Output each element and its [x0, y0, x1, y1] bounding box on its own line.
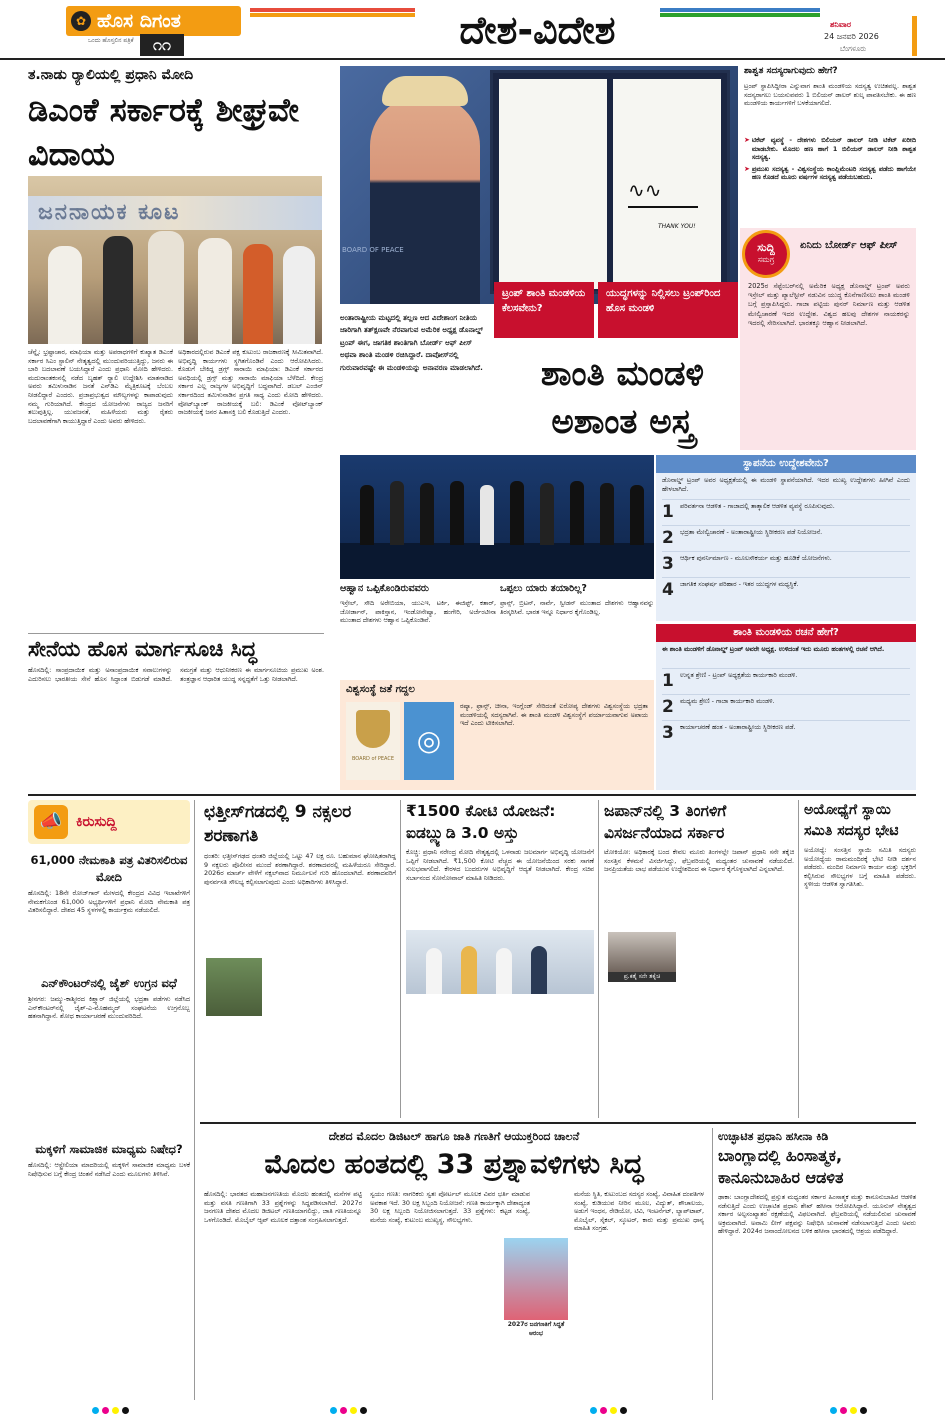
naxal-body: ಧಂತರಿ: ಛತ್ತೀಸ್‌ಗಢದ ಧಂತರಿ ಜಿಲ್ಲೆಯಲ್ಲಿ ಒಟ್ಟು 47 ಲಕ್ಷ ರೂ. ಬಹುಮಾನ ಘೋಷಿತರಾಗಿದ್ದ 9 ನಕ್ಸಲರು ಪೊಲೀಸರ ಮುಂದೆ ಶರಣಾಗಿದ್ದಾರೆ. ಶರಣಾದವರಲ್ಲಿ ಮಹಿಳೆಯರೂ ಸೇರಿದ್ದಾರೆ. 2026ರ ಮಾರ್ಚ್ ವೇಳೆಗೆ ನಕ್ಸಲ್‌ವಾದ ನಿರ್ಮೂಲನೆ ಗುರಿ ಹೊಂದಲಾಗಿದೆ. ಶರಣಾದವರಿಗೆ ಪುನರ್ವಸತಿ ಸೌಲಭ್ಯ ಕಲ್ಪಿಸಲಾಗುವುದು ಎಂದು ಅಧಿಕಾರಿಗಳು ತಿಳಿಸಿದ್ದಾರೆ.	[204, 852, 396, 886]
un-title: ವಿಶ್ವಸಂಸ್ಥೆ ಜತೆ ಗದ್ದಲ	[346, 684, 415, 695]
census-photo[interactable]: 2027ರ ಜನಗಣತಿಗೆ ಸಿದ್ಧತೆ ಆರಂಭ	[504, 1238, 568, 1338]
un-box	[340, 680, 654, 790]
issue-day: ಶನಿವಾರ	[830, 20, 852, 29]
lotus-icon: ✿	[71, 11, 91, 31]
invite-accepted-title: ಆಹ್ವಾನ ಒಪ್ಪಿಕೊಂಡಿರುವವರು	[340, 583, 429, 594]
rally-banner: ಜನನಾಯಕ ಕೂಟ	[28, 196, 322, 230]
purpose-list	[656, 499, 916, 600]
census-headline: ಮೊದಲ ಹಂತದಲ್ಲಿ 33 ಪ್ರಶ್ನಾವಳಿಗಳು ಸಿದ್ಧ	[264, 1149, 644, 1180]
issue-city: ಬೆಂಗಳೂರು	[840, 45, 867, 53]
kiru-headline3: ಮಕ್ಕಳಿಗೆ ಸಾಮಾಜಿಕ ಮಾಧ್ಯಮ ನಿಷೇಧ?	[35, 1142, 183, 1156]
bangla-headline: ಬಾಂಗ್ಲಾದಲ್ಲಿ ಹಿಂಸಾತ್ಮಕ, ಕಾನೂನುಬಾಹಿರ ಆಡಳಿತ	[718, 1146, 844, 1187]
numbered-item	[662, 668, 910, 691]
megaphone-icon: 📣	[34, 805, 68, 839]
kiru-body2: ಶ್ರೀನಗರ: ಜಮ್ಮು-ಕಾಶ್ಮೀರದ ಕಿಶ್ತ್ವಾರ್ ಜಿಲ್ಲೆಯಲ್ಲಿ ಭದ್ರತಾ ಪಡೆಗಳು ನಡೆಸಿದ ಎನ್‌ಕೌಂಟರ್‌ನಲ್ಲಿ ಜೈಶ್-ಎ-ಮೊಹಮ್ಮದ್ ಸಂಘಟನೆಯ ಉಗ್ರನೊಬ್ಬ ಹತನಾಗಿದ್ದಾನೆ. ಶೋಧ ಕಾರ್ಯಾಚರಣೆ ಮುಂದುವರಿದಿದೆ.	[28, 995, 190, 1021]
kiru-body1: ಹೊಸದಿಲ್ಲಿ: 18ನೇ ರೋಜ್‌ಗಾರ್ ಮೇಳದಲ್ಲಿ ಕೇಂದ್ರದ ವಿವಿಧ ಇಲಾಖೆಗಳಿಗೆ ನೇಮಕಗೊಂಡ 61,000 ಅಭ್ಯರ್ಥಿಗಳಿಗೆ ಪ್ರಧಾನಿ ಮೋದಿ ನೇಮಕಾತಿ ಪತ್ರ ವಿತರಿಸಲಿದ್ದಾರೆ. ದೇಶದ 45 ಸ್ಥಳಗಳಲ್ಲಿ ಕಾರ್ಯಕ್ರಮ ನಡೆಯಲಿದೆ.	[28, 889, 190, 915]
japan-headline: ಜಪಾನ್‌ನಲ್ಲಿ 3 ತಿಂಗಳಿಗೆ ವಿಸರ್ಜನೆಯಾದ ಸರ್ಕಾರ	[604, 802, 727, 842]
un-body: ರಷ್ಯಾ, ಫ್ರಾನ್ಸ್, ಚೀನಾ, ಇಂಗ್ಲೆಂಡ್ ಸೇರಿದಂತೆ ಐರೋಪ್ಯ ದೇಶಗಳು ವಿಶ್ವಸಂಸ್ಥೆಯ ಭದ್ರತಾ ಮಂಡಳಿಯಲ್ಲಿ ಸದಸ್ಯರಾಗಿವೆ. ಈ ಶಾಂತಿ ಮಂಡಳಿ ವಿಶ್ವಸಂಸ್ಥೆಗೆ ಪರ್ಯಾಯವಾಗುವ ಅಪಾಯ ಇದೆ ಎಂದು ಟೀಕಿಸಲಾಗಿದೆ.	[460, 702, 648, 728]
naxal-headline: ಛತ್ತೀಸ್‌ಗಡದಲ್ಲಿ 9 ನಕ್ಸಲರ ಶರಣಾಗತಿ	[204, 802, 352, 846]
summit-photo[interactable]	[340, 455, 654, 579]
membership-body: ಟ್ರಂಪ್ ಸ್ಥಾಪಿಸಿದ್ದೀರಾ ಎನ್ನುವಾಗ ಶಾಂತಿ ಮಂಡಳಿಯ ಸದಸ್ಯತ್ವ ಉಚಿತವಲ್ಲ. ಶಾಶ್ವತ ಸದಸ್ಯರಾಗಲು ಬಯಸುವವರು 1 ಬಿಲಿಯನ್ ಡಾಲರ್ ಶುಲ್ಕ ಪಾವತಿಸಬೇಕು. ಈ ಹಣ ಮಂಡಳಿಯ ಕಾರ್ಯಗಳಿಗೆ ಬಳಕೆಯಾಗಲಿದೆ.	[744, 82, 916, 108]
invite-accepted-body: ಇಸ್ರೇಲ್, ಸೌದಿ ಅರೇಬಿಯಾ, ಯುಎಇ, ಟರ್ಕಿ, ಈಜಿಪ್ಟ್, ಕತಾರ್, ಜೋರ್ಡಾನ್, ಪಾಕಿಸ್ತಾನ, ಇಂಡೋನೇಷ್ಯಾ, ಹಂಗೇರಿ, ಅರ್ಜೆಂಟೀನಾ ಮುಂತಾದ ದೇಶಗಳು ಆಹ್ವಾನ ಒಪ್ಪಿಕೊಂಡಿವೆ.	[340, 599, 496, 625]
numbered-item	[662, 577, 910, 600]
page-number: ೧೧	[140, 34, 184, 56]
item-number: 2	[662, 528, 674, 548]
numbered-item	[662, 525, 910, 548]
army-headline: ಸೇನೆಯ ಹೊಸ ಮಾರ್ಗಸೂಚಿ ಸಿದ್ಧ	[28, 637, 257, 661]
bangla-body: ಢಾಕಾ: ಬಾಂಗ್ಲಾದೇಶದಲ್ಲಿ ಪ್ರಸ್ತುತ ಮಧ್ಯಂತರ ಸರ್ಕಾರ ಹಿಂಸಾತ್ಮಕ ಮತ್ತು ಕಾನೂನುಬಾಹಿರ ಆಡಳಿತ ನಡೆಸುತ್ತಿದೆ ಎಂದು ಉಚ್ಛಾಟಿತ ಪ್ರಧಾನಿ ಶೇಖ್ ಹಸೀನಾ ಆರೋಪಿಸಿದ್ದಾರೆ. ಯೂನುಸ್ ನೇತೃತ್ವದ ಸರ್ಕಾರ ಅಲ್ಪಸಂಖ್ಯಾತರ ರಕ್ಷಣೆಯಲ್ಲಿ ವಿಫಲವಾಗಿದೆ. ಫೆಬ್ರವರಿಯಲ್ಲಿ ನಡೆಯಲಿರುವ ಚುನಾವಣೆ ಅಕ್ರಮವಾಗಿದೆ. ಅವಾಮಿ ಲೀಗ್ ಪಕ್ಷವನ್ನು ನಿಷೇಧಿಸಿ ಚುನಾವಣೆ ನಡೆಸಲಾಗುತ್ತಿದೆ ಎಂದು ಅವರು ಹೇಳಿದ್ದಾರೆ. 2024ರ ಜನಾಂದೋಲನದ ಬಳಿಕ ಹಸೀನಾ ಭಾರತದಲ್ಲಿ ಆಶ್ರಯ ಪಡೆದಿದ್ದಾರೆ.	[718, 1193, 916, 1236]
naxal-story	[204, 800, 396, 1120]
lead-body-col1: ಚೆನ್ನೈ: ಭ್ರಷ್ಟಾಚಾರ, ಮಾಫಿಯಾ ಮತ್ತು ಅಪರಾಧಗಳಿಗೆ ಕುಖ್ಯಾತ ಡಿಎಂಕೆ ಸರ್ಕಾರ ಸಿಎಂ ಸ್ಟಾಲಿನ್ ನೇತೃತ್ವದಲ್ಲಿ ಮುಂದುವರಿಯುತ್ತಿದ್ದು, ಜನರು ಈ ಬಾರಿ ಬದಲಾವಣೆ ಬಯಸಿದ್ದಾರೆ ಎಂದು ಪ್ರಧಾನಿ ಮೋದಿ ಹೇಳಿದರು. ಮದುರಾಂತಕಂನಲ್ಲಿ ನಡೆದ ಬೃಹತ್ ರ್‍ಯಾಲಿ ಉದ್ದೇಶಿಸಿ ಮಾತನಾಡಿದ ಅವರು ತಮಿಳುನಾಡಿನ ಜನತೆ ಎನ್‌ಡಿಎ ಮೈತ್ರಿಕೂಟಕ್ಕೆ ಬೆಂಬಲ ನೀಡಲಿದ್ದಾರೆ ಎಂದರು. ಪ್ರಜಾಪ್ರಭುತ್ವದ ಮೌಲ್ಯಗಳನ್ನು ಕಾಪಾಡುವುದು ನಮ್ಮ ಗುರಿಯಾಗಿದೆ. ಕೇಂದ್ರದ ಯೋಜನೆಗಳು ರಾಜ್ಯದ ಜನರಿಗೆ ತಲುಪುತ್ತಿಲ್ಲ. ಯುವಜನತೆ, ಮಹಿಳೆಯರು ಮತ್ತು ರೈತರು ಬದಲಾವಣೆಗಾಗಿ ಕಾಯುತ್ತಿದ್ದಾರೆ ಎಂದು ಅವರು ಹೇಳಿದರು.	[28, 348, 173, 425]
bangla-kicker: ಉಚ್ಛಾಟಿತ ಪ್ರಧಾನಿ ಹಸೀನಾ ಕಿಡಿ	[718, 1130, 829, 1143]
iwd-body: ಕೊಚ್ಚಿ: ಪ್ರಧಾನಿ ನರೇಂದ್ರ ಮೋದಿ ನೇತೃತ್ವದಲ್ಲಿ ಒಳನಾಡು ಜಲಮಾರ್ಗ ಅಭಿವೃದ್ಧಿ ಯೋಜನೆಗೆ ಒಪ್ಪಿಗೆ ನೀಡಲಾಗಿದೆ. ₹1,500 ಕೋಟಿ ವೆಚ್ಚದ ಈ ಯೋಜನೆಯಿಂದ ಸರಕು ಸಾಗಣೆ ಸುಲಭವಾಗಲಿದೆ. ಕೇರಳದ ಬಂದರುಗಳ ಅಭಿವೃದ್ಧಿಗೆ ಆದ್ಯತೆ ನೀಡಲಾಗಿದೆ. ಕೇಂದ್ರ ಸಚಿವ ಸರ್ಬಾನಂದ ಸೋನೋವಾಲ್ ಮಾಹಿತಿ ನೀಡಿದರು.	[406, 848, 594, 882]
print-registration-marks	[330, 1407, 367, 1414]
iwd-story	[406, 800, 594, 1118]
brand-logo[interactable]	[66, 6, 241, 36]
trump-box2: ಯುದ್ಧಗಳನ್ನು ನಿಲ್ಲಿಸಲು ಟ್ರಂಪ್‌ರಿಂದ ಹೊಸ ಮಂಡಳಿ	[598, 282, 738, 338]
numbered-item	[662, 499, 910, 522]
census-body2: ಸ್ವಯಂ ಗಣತಿ: ನಾಗರಿಕರು ಸ್ವತಃ ಪೋರ್ಟಲ್ ಮೂಲಕ ವಿವರ ಭರ್ತಿ ಮಾಡುವ ಅವಕಾಶ ಇದೆ. 30 ಲಕ್ಷ ಸಿಬ್ಬಂದಿ ನಿಯೋಜನೆ: ಗಣತಿ ಕಾರ್ಯಕ್ಕಾಗಿ ದೇಶಾದ್ಯಂತ 30 ಲಕ್ಷ ಸಿಬ್ಬಂದಿ ನಿಯೋಜಿಸಲಾಗುತ್ತದೆ. 33 ಪ್ರಶ್ನೆಗಳು: ಕಟ್ಟಡ ಸಂಖ್ಯೆ, ಮನೆಯ ಸಂಖ್ಯೆ, ಕುಟುಂಬ ಮುಖ್ಯಸ್ಥ, ಸೌಲಭ್ಯಗಳು.	[370, 1190, 530, 1224]
trump-box1: ಟ್ರಂಪ್ ಶಾಂತಿ ಮಂಡಳಿಯ ಕೆಲಸವೇನು?	[494, 282, 594, 338]
item-text: ಉನ್ನತ ಶ್ರೇಣಿ - ಟ್ರಂಪ್ ಅಧ್ಯಕ್ಷತೆಯ ಕಾರ್ಯಕಾರಿ ಮಂಡಳಿ.	[680, 671, 798, 679]
census-body1: ಹೊಸದಿಲ್ಲಿ: ಭಾರತದ ಮಹಾಜನಗಣತಿಯ ಮೊದಲ ಹಂತದಲ್ಲಿ ಮನೆಗಳ ಪಟ್ಟಿ ಮತ್ತು ವಸತಿ ಗಣತಿಗಾಗಿ 33 ಪ್ರಶ್ನೆಗಳನ್ನು ಸಿದ್ಧಪಡಿಸಲಾಗಿದೆ. 2027ರ ಜನಗಣತಿ ದೇಶದ ಮೊದಲ ಡಿಜಿಟಲ್ ಗಣತಿಯಾಗಲಿದ್ದು, ಜಾತಿ ಗಣತಿಯನ್ನೂ ಒಳಗೊಂಡಿದೆ. ಮೊಬೈಲ್ ಆ್ಯಪ್ ಮೂಲಕ ದತ್ತಾಂಶ ಸಂಗ್ರಹಿಸಲಾಗುತ್ತದೆ.	[204, 1190, 362, 1224]
army-body: ಹೊಸದಿಲ್ಲಿ: ಸಾಂಪ್ರದಾಯಿಕ ಮತ್ತು ಅಸಾಂಪ್ರದಾಯಿಕ ಸವಾಲುಗಳನ್ನು ಎದುರಿಸಲು ಭಾರತೀಯ ಸೇನೆ ಹೊಸ ಸಿದ್ಧಾಂತ ಬಿಡುಗಡೆ ಮಾಡಿದೆ. ಸಮಗ್ರತೆ ಮತ್ತು ಆಧುನೀಕರಣ ಈ ಮಾರ್ಗಸೂಚಿಯ ಪ್ರಮುಖ ಅಂಶ. ತಂತ್ರಜ್ಞಾನ ಆಧಾರಿತ ಯುದ್ಧ ಸನ್ನದ್ಧತೆಗೆ ಒತ್ತು ನೀಡಲಾಗಿದೆ.	[28, 666, 324, 683]
lead-body-col2: ಅಧಿಕಾರದಲ್ಲಿರುವ ಡಿಎಂಕೆ ಪಕ್ಷ ಕುಟುಂಬ ರಾಜಕಾರಣಕ್ಕೆ ಸೀಮಿತವಾಗಿದೆ. ಅಭಿವೃದ್ಧಿ ಕಾರ್ಯಗಳು ಸ್ಥಗಿತಗೊಂಡಿವೆ ಎಂದು ಆರೋಪಿಸಿದರು. ಕೊಡುಗೆ ಬೇಕಿದ್ದ ಡ್ರಗ್ಸ್ ಸಾರಾಯಿ ಮಾಫಿಯಾ: ಡಿಎಂಕೆ ಸರ್ಕಾರದ ಅವಧಿಯಲ್ಲಿ ಡ್ರಗ್ಸ್ ಮತ್ತು ಸಾರಾಯಿ ಮಾಫಿಯಾ ಬೆಳೆದಿದೆ. ಕೇಂದ್ರ ಸರ್ಕಾರ ಎಲ್ಲ ರಾಜ್ಯಗಳ ಅಭಿವೃದ್ಧಿಗೆ ಬದ್ಧವಾಗಿದೆ. ಡಬಲ್ ಎಂಜಿನ್ ಸರ್ಕಾರದಿಂದ ತಮಿಳುನಾಡಿನ ಪ್ರಗತಿ ಸಾಧ್ಯ ಎಂದು ಮೋದಿ ಹೇಳಿದರು. ವೋಟ್‌ಬ್ಯಾಂಕ್ ರಾಜಕೀಯಕ್ಕೆ ಬಲಿ: ಡಿಎಂಕೆ ವೋಟ್‌ಬ್ಯಾಂಕ್ ರಾಜಕೀಯಕ್ಕೆ ಜನರ ಹಿತಾಸಕ್ತಿ ಬಲಿ ಕೊಡುತ್ತಿದೆ ಎಂದರು.	[178, 348, 323, 417]
structure-title: ಶಾಂತಿ ಮಂಡಳಿಯ ರಚನೆ ಹೇಗೆ?	[656, 624, 916, 642]
lead-photo[interactable]	[28, 176, 322, 344]
japan-photo[interactable]: ಪ್ರ.ಕತೈ ಸನೇ ತಕೈಚಿ	[608, 932, 676, 982]
item-number: 4	[662, 580, 674, 600]
thank-you-note: THANK YOU!	[658, 223, 696, 230]
invite-rejected	[500, 582, 654, 682]
lead-kicker: ತ.ನಾಡು ರ್‍ಯಾಲಿಯಲ್ಲಿ ಪ್ರಧಾನಿ ಮೋದಿ	[28, 67, 194, 83]
numbered-item	[662, 551, 910, 574]
signed-document	[490, 70, 730, 294]
iwd-headline: ₹1500 ಕೋಟಿ ಯೋಜನೆ: ಐಡಬ್ಲ್ಯುಡಿ 3.0 ಅಸ್ತು	[406, 802, 556, 842]
brand-tagline: ಒಂದು ಹೊಸ್ತಲಿನ ಪತ್ರಿಕೆ	[88, 37, 134, 44]
naxal-photo[interactable]	[206, 958, 262, 1016]
ayodhya-story	[804, 800, 916, 1118]
item-number: 3	[662, 723, 674, 743]
membership-title: ಶಾಶ್ವತ ಸದಸ್ಯರಾಗುವುದು ಹೇಗೆ?	[744, 66, 838, 76]
trump-photo[interactable]	[340, 66, 738, 304]
signature: ∿∿	[628, 178, 698, 208]
census-body3: ಮನೆಯ ಸ್ಥಿತಿ, ಕುಟುಂಬದ ಸದಸ್ಯರ ಸಂಖ್ಯೆ, ವಿವಾಹಿತ ದಂಪತಿಗಳ ಸಂಖ್ಯೆ, ಕುಡಿಯುವ ನೀರಿನ ಮೂಲ, ವಿದ್ಯುತ್, ಶೌಚಾಲಯ, ಅಡುಗೆ ಇಂಧನ, ರೇಡಿಯೋ, ಟಿವಿ, ಇಂಟರ್ನೆಟ್, ಲ್ಯಾಪ್‌ಟಾಪ್, ಮೊಬೈಲ್, ಸೈಕಲ್, ಸ್ಕೂಟರ್, ಕಾರು ಮತ್ತು ಪ್ರಮುಖ ಧಾನ್ಯ ಮಾಹಿತಿ ಸಂಗ್ರಹ.	[574, 1190, 704, 1233]
samagra-badge: ಸುದ್ದಿ ಸಮಗ್ರ	[742, 230, 790, 278]
invite-accepted	[340, 582, 496, 682]
brand-name: ಹೊಸ ದಿಗಂತ	[97, 10, 181, 32]
purpose-intro: ಡೊನಾಲ್ಡ್ ಟ್ರಂಪ್ ಅವರ ಅಧ್ಯಕ್ಷತೆಯಲ್ಲಿ ಈ ಮಂಡಳಿ ಸ್ಥಾಪನೆಯಾಗಿದೆ. ಇದರ ಮುಖ್ಯ ಉದ್ದೇಶಗಳು ಹೀಗಿವೆ ಎಂದು ಹೇಳಲಾಗಿದೆ.	[662, 476, 910, 493]
structure-intro: ಈ ಶಾಂತಿ ಮಂಡಳಿಗೆ ಡೊನಾಲ್ಡ್ ಟ್ರಂಪ್ ಅವರೇ ಅಧ್ಯಕ್ಷ. ಉಳಿದಂತೆ ಇದು ಮೂರು ಹಂತಗಳಲ್ಲಿ ರಚನೆ ಆಗಿದೆ.	[662, 645, 885, 653]
kiru-column	[28, 800, 190, 1400]
podium-logo: BOARD OF PEACE	[342, 246, 404, 254]
bangla-story	[718, 1128, 916, 1400]
membership-bullet2: ಪ್ರಮುಖ ಸದಸ್ಯತ್ವ - ವಿಶ್ವಸಂಸ್ಥೆಯ ಕಾಂಪ್ಲಿಮೆಂಟರಿ ಸದಸ್ಯತ್ವ ಪಡೆದು ಹಾಗೆಯೇ ಹಣ ಕೊಡದೆ ಮೂರು ವರ್ಷಗಳ ಸದಸ್ಯತ್ವ ಪಡೆಯಬಹುದು.	[751, 164, 916, 182]
kiru-headline2: ಎನ್‌ಕೌಂಟರ್‌ನಲ್ಲಿ ಜೈಶ್ ಉಗ್ರನ ವಧೆ	[41, 976, 177, 990]
item-text: ಮಧ್ಯಮ ಶ್ರೇಣಿ - ಗಾಜಾ ಕಾರ್ಯಕಾರಿ ಮಂಡಳಿ.	[680, 697, 775, 705]
invite-rejected-body: ಫ್ರಾನ್ಸ್, ಬ್ರಿಟನ್, ನಾರ್ವೆ, ಸ್ವೀಡನ್ ಮುಂತಾದ ದೇಶಗಳು ಆಹ್ವಾನವನ್ನು ತಿರಸ್ಕರಿಸಿವೆ. ಭಾರತ ಇನ್ನೂ ನಿರ್ಧಾರ ಕೈಗೊಂಡಿಲ್ಲ.	[500, 599, 654, 616]
item-text: ಜಾಗತಿಕ ಸಂಘರ್ಷ ಪರಿಹಾರ - ಇತರ ಯುದ್ಧಗಳ ಮಧ್ಯಸ್ಥಿಕೆ.	[680, 580, 799, 588]
trump-headline: ಶಾಂತಿ ಮಂಡಳಿ ಅಶಾಂತ ಅಸ್ತ್ರ	[540, 354, 705, 442]
un-logo: ◎	[404, 702, 454, 780]
item-text: ಪರಿವರ್ತನಾ ಆಡಳಿತ - ಗಾಜಾದಲ್ಲಿ ತಾತ್ಕಾಲಿಕ ಆಡಳಿತ ವ್ಯವಸ್ಥೆ ರೂಪಿಸುವುದು.	[680, 502, 835, 510]
census-kicker: ದೇಶದ ಮೊದಲ ಡಿಜಿಟಲ್ ಹಾಗೂ ಜಾತಿ ಗಣತಿಗೆ ಆಯುಕ್ತರಿಂದ ಚಾಲನೆ	[328, 1130, 580, 1143]
kiru-body3: ಹೊಸದಿಲ್ಲಿ: ಆಸ್ಟ್ರೇಲಿಯಾ ಮಾದರಿಯಲ್ಲಿ ಮಕ್ಕಳಿಗೆ ಸಾಮಾಜಿಕ ಮಾಧ್ಯಮ ಬಳಕೆ ನಿಷೇಧಿಸುವ ಬಗ್ಗೆ ಕೇಂದ್ರ ಚಿಂತನೆ ನಡೆಸಿದೆ ಎಂದು ಮೂಲಗಳು ತಿಳಿಸಿವೆ.	[28, 1161, 190, 1178]
japan-body: ಟೋಕಿಯೋ: ಅಧಿಕಾರಕ್ಕೆ ಬಂದ ಕೇವಲ ಮೂರು ತಿಂಗಳಲ್ಲೇ ಜಪಾನ್ ಪ್ರಧಾನಿ ಸನೇ ತಕೈಚಿ ಸಂಸತ್ತಿನ ಕೆಳಮನೆ ವಿಸರ್ಜಿಸಿದ್ದು, ಫೆಬ್ರವರಿಯಲ್ಲಿ ಮಧ್ಯಂತರ ಚುನಾವಣೆ ನಡೆಯಲಿದೆ. ಜನಪ್ರಿಯತೆಯ ಲಾಭ ಪಡೆಯುವ ಉದ್ದೇಶದಿಂದ ಈ ನಿರ್ಧಾರ ಕೈಗೊಳ್ಳಲಾಗಿದೆ ಎನ್ನಲಾಗಿದೆ.	[604, 848, 794, 874]
item-number: 1	[662, 502, 674, 522]
trump-caption: ಅಂತಾರಾಷ್ಟ್ರೀಯ ಮಟ್ಟದಲ್ಲಿ ತಲ್ಲಣ ಆದ ವಿದೇಶಾಂಗ ನೀತಿಯ ಜಾರಿಗಾಗಿ ತತ್ಕ್ಷಣವೇ ನೆರವಾಗುವ ಅಮೆರಿಕ ಅಧ್ಯಕ್ಷ ಡೊನಾಲ್ಡ್ ಟ್ರಂಪ್ ಈಗ, ಜಾಗತಿಕ ಶಾಂತಿಗಾಗಿ ಬೋರ್ಡ್ ಆಫ್ ಪೀಸ್ ಅಥವಾ ಶಾಂತಿ ಮಂಡಳಿ ರಚಿಸಿದ್ದಾರೆ. ದಾವೋಸ್‌ನಲ್ಲಿ ಗುರುವಾರವಷ್ಟೇ ಈ ಮಂಡಳಿಯನ್ನು ಅನಾವರಣ ಮಾಡಲಾಗಿದೆ.	[340, 313, 483, 372]
invite-rejected-title: ಒಪ್ಪಲು ಯಾರು ತಯಾರಿಲ್ಲ?	[500, 583, 587, 594]
samagra-title: ಏನಿದು ಬೋರ್ಡ್ ಆಫ್ ಪೀಸ್	[800, 240, 898, 251]
census-story	[204, 1128, 704, 1400]
membership-bullet1: ಟಿಕೆಟ್ ವ್ಯವಸ್ಥೆ - ದೇಶಗಳು ಬಿಲಿಯನ್ ಡಾಲರ್ ನೀಡಿ ಟಿಕೆಟ್ ಖರೀದಿ ಮಾಡಬೇಕು. ಮೊದಲ ಹಣ ಹಾಗೆ 1 ಬಿಲಿಯನ್ ಡಾಲರ್ ನೀಡಿ ಶಾಶ್ವತ ಸದಸ್ಯತ್ವ.	[751, 136, 916, 162]
structure-box	[656, 624, 916, 790]
item-number: 3	[662, 554, 674, 574]
lead-story	[28, 64, 324, 629]
item-text: ಕಾರ್ಯಾಚರಣೆ ಹಂತ - ಅಂತಾರಾಷ್ಟ್ರೀಯ ಸ್ಥಿರೀಕರಣ ಪಡೆ.	[680, 723, 796, 731]
board-of-peace-logo: BOARD of PEACE	[346, 702, 400, 780]
iwd-photo[interactable]	[406, 930, 594, 994]
japan-story	[604, 800, 794, 1118]
numbered-item	[662, 694, 910, 717]
item-text: ಆರ್ಥಿಕ ಪುನರ್ನಿರ್ಮಾಣ - ಮೂಲಸೌಕರ್ಯ ಮತ್ತು ಹೂಡಿಕೆ ಯೋಜನೆಗಳು.	[680, 554, 832, 562]
item-number: 2	[662, 697, 674, 717]
kiru-headline1: 61,000 ನೇಮಕಾತಿ ಪತ್ರ ವಿತರಿಸಲಿರುವ ಮೋದಿ	[30, 853, 188, 884]
section-title: ದೇಶ-ವಿದೇಶ	[459, 8, 616, 52]
item-text: ಭದ್ರತಾ ಮೇಲ್ವಿಚಾರಣೆ - ಅಂತಾರಾಷ್ಟ್ರೀಯ ಸ್ಥಿರೀಕರಣ ಪಡೆ ನಿಯೋಜನೆ.	[680, 528, 823, 536]
membership-box	[744, 64, 916, 224]
purpose-box	[656, 455, 916, 621]
purpose-title: ಸ್ಥಾಪನೆಯ ಉದ್ದೇಶವೇನು?	[656, 455, 916, 473]
samagra-body: 2025ರ ಸೆಪ್ಟೆಂಬರ್‌ನಲ್ಲಿ ಅಮೆರಿಕ ಅಧ್ಯಕ್ಷ ಡೊನಾಲ್ಡ್ ಟ್ರಂಪ್ ಅವರು ಇಸ್ರೇಲ್ ಮತ್ತು ಪ್ಯಾಲೆಸ್ಟೀನ್ ನಡುವಿನ ಯುದ್ಧ ಕೊನೆಗಾಣಿಸಲು ಶಾಂತಿ ಮಂಡಳಿ ಬಗ್ಗೆ ಪ್ರಸ್ತಾಪಿಸಿದ್ದರು. ಗಾಜಾ ಪಟ್ಟಿಯ ಪುನರ್ ನಿರ್ಮಾಣ ಮತ್ತು ಆಡಳಿತ ಮೇಲ್ವಿಚಾರಣೆ ಇದರ ಉದ್ದೇಶ. ವಿಶ್ವದ ಹಲವು ದೇಶಗಳ ನಾಯಕರನ್ನು ಇದರಲ್ಲಿ ಸೇರಿಸಲಾಗಿದೆ. ಭಾರತಕ್ಕೂ ಆಹ್ವಾನ ನೀಡಲಾಗಿದೆ.	[748, 282, 910, 327]
masthead	[0, 0, 945, 60]
army-story	[28, 633, 324, 790]
print-registration-marks	[830, 1407, 867, 1414]
print-registration-marks	[590, 1407, 627, 1414]
issue-date: 24 ಜನವರಿ 2026	[824, 32, 879, 41]
item-number: 1	[662, 671, 674, 691]
structure-list	[656, 668, 916, 743]
kiru-label-bar: 📣 ಕಿರುಸುದ್ದಿ	[28, 800, 190, 844]
ayodhya-headline: ಅಯೋಧ್ಯೆಗೆ ಸ್ಥಾಯಿ ಸಮಿತಿ ಸದಸ್ಯರ ಭೇಟಿ	[804, 802, 899, 839]
arrow-icon: ➤	[744, 164, 750, 173]
numbered-item	[662, 720, 910, 743]
print-registration-marks	[92, 1407, 129, 1414]
samagra-box	[740, 228, 916, 450]
ayodhya-body: ಅಯೋಧ್ಯೆ: ಸಂಸತ್ತಿನ ಸ್ಥಾಯಿ ಸಮಿತಿ ಸದಸ್ಯರು ಅಯೋಧ್ಯೆಯ ರಾಮಮಂದಿರಕ್ಕೆ ಭೇಟಿ ನೀಡಿ ದರ್ಶನ ಪಡೆದರು. ಮಂದಿರ ನಿರ್ಮಾಣ ಕಾರ್ಯ ಮತ್ತು ಭಕ್ತರಿಗೆ ಕಲ್ಪಿಸಿರುವ ಸೌಲಭ್ಯಗಳ ಬಗ್ಗೆ ಮಾಹಿತಿ ಪಡೆದರು. ಸ್ಥಳೀಯ ಆಡಳಿತ ಸ್ವಾಗತಿಸಿತು.	[804, 846, 916, 889]
lead-headline: ಡಿಎಂಕೆ ಸರ್ಕಾರಕ್ಕೆ ಶೀಘ್ರವೇ ವಿದಾಯ	[28, 91, 299, 173]
arrow-icon: ➤	[744, 136, 750, 144]
